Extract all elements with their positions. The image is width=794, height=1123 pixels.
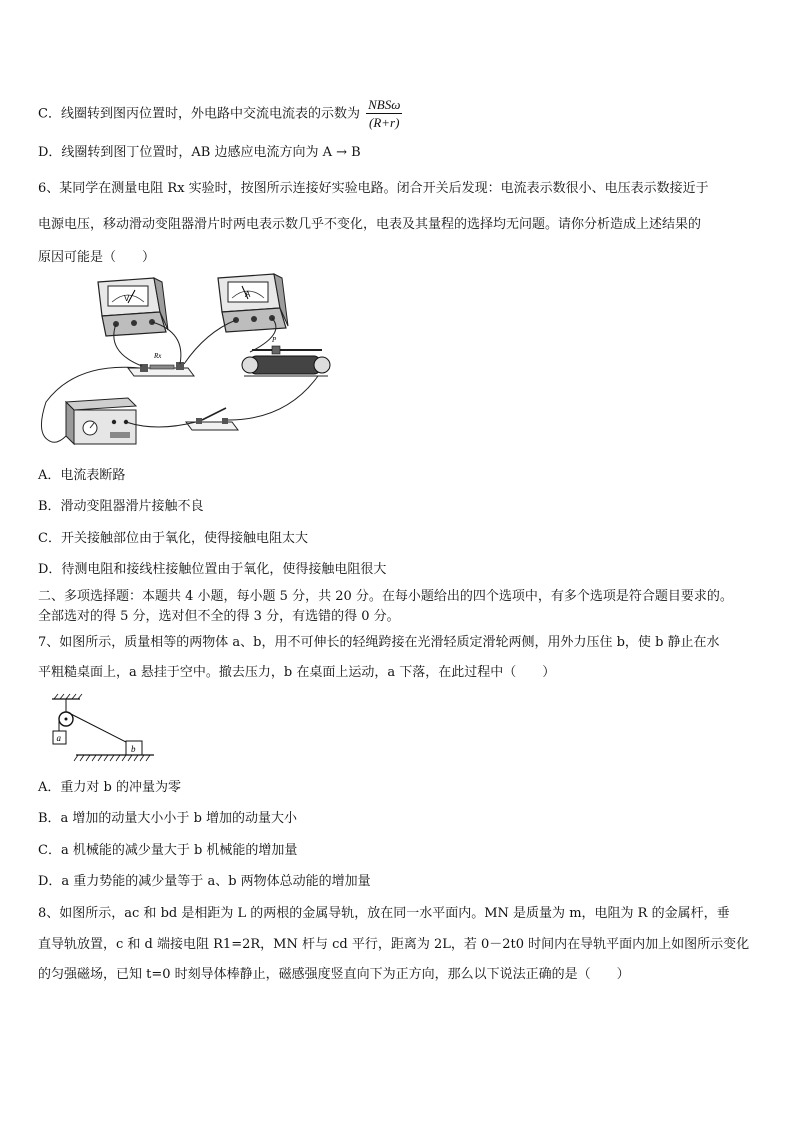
slider-label: P: [272, 336, 277, 344]
q7-option-b: B．a 增加的动量大小小于 b 增加的动量大小: [38, 811, 298, 826]
section2-instructions-line2: 全部选对的得 5 分，选对但不全的得 3 分，有选错的得 0 分。: [38, 609, 400, 624]
fraction-numerator: NBSω: [368, 97, 401, 112]
power-supply-icon: [66, 398, 136, 444]
q5-option-c-fraction: [366, 97, 402, 131]
q8-stem-line2: 直导轨放置，c 和 d 端接电阻 R1=2R，MN 杆与 cd 平行，距离为 2L，若 0－2t0 时间内在导轨平面内加上如图所示变化: [38, 937, 750, 952]
q7-pulley-figure: [46, 693, 156, 765]
q6-option-a: A．电流表断路: [38, 468, 126, 483]
block-b-label: b: [131, 744, 136, 754]
q6-stem-line3: 原因可能是（ ）: [38, 250, 156, 265]
switch-icon: [186, 408, 238, 430]
q6-stem-line1: 6、某同学在测量电阻 Rx 实验时，按图所示连接好实验电路。闭合开关后发现：电流表示数很小、电压表示数接近于: [38, 181, 709, 196]
q6-stem-line2: 电源电压，移动滑动变阻器滑片时两电表示数几乎不变化，电表及其量程的选择均无问题。请你分析造成上述结果的: [38, 217, 702, 232]
q7-option-a: A．重力对 b 的冲量为零: [38, 780, 181, 795]
resistor-label: Rx: [154, 352, 162, 360]
q6-option-d: D．待测电阻和接线柱接触位置由于氧化，使得接触电阻很大: [38, 562, 387, 577]
q7-option-d: D．a 重力势能的减少量等于 a、b 两物体总动能的增加量: [38, 874, 371, 889]
voltmeter-icon: [98, 278, 168, 336]
block-a-label: a: [56, 733, 61, 743]
q7-option-c: C．a 机械能的减少量大于 b 机械能的增加量: [38, 843, 298, 858]
q6-option-c: C．开关接触部位由于氧化，使得接触电阻太大: [38, 531, 308, 546]
fraction-denominator: (R+r): [369, 115, 400, 130]
q5-option-c: [38, 97, 402, 131]
rheostat-icon: [242, 346, 330, 376]
q8-stem-line1: 8、如图所示，ac 和 bd 是相距为 L 的两根的金属导轨，放在同一水平面内。MN 是质量为 m，电阻为 R 的金属杆，垂: [38, 906, 730, 921]
q8-stem-line3: 的匀强磁场，已知 t=0 时刻导体棒静止，磁感强度竖直向下为正方向，那么以下说法正确的是（ ）: [38, 967, 630, 982]
q6-circuit-figure: [36, 272, 346, 462]
q5-option-c-text: C．线圈转到图丙位置时，外电路中交流电流表的示数为: [38, 106, 360, 122]
q5-option-d: D．线圈转到图丁位置时，AB 边感应电流方向为 A → B: [38, 145, 361, 160]
section2-instructions-line1: 二、多项选择题：本题共 4 小题，每小题 5 分，共 20 分。在每小题给出的四个选项中，有多个选项是符合题目要求的。: [38, 589, 733, 604]
voltmeter-label: V: [124, 294, 130, 303]
ammeter-label: A: [245, 290, 251, 299]
q7-stem-line2: 平粗糙桌面上，a 悬挂于空中。撤去压力，b 在桌面上运动，a 下落，在此过程中（ ）: [38, 665, 556, 680]
q6-option-b: B．滑动变阻器滑片接触不良: [38, 499, 204, 514]
q7-stem-line1: 7、如图所示，质量相等的两物体 a、b，用不可伸长的轻绳跨接在光滑轻质定滑轮两侧，用外力压住 b，使 b 静止在水: [38, 635, 720, 650]
